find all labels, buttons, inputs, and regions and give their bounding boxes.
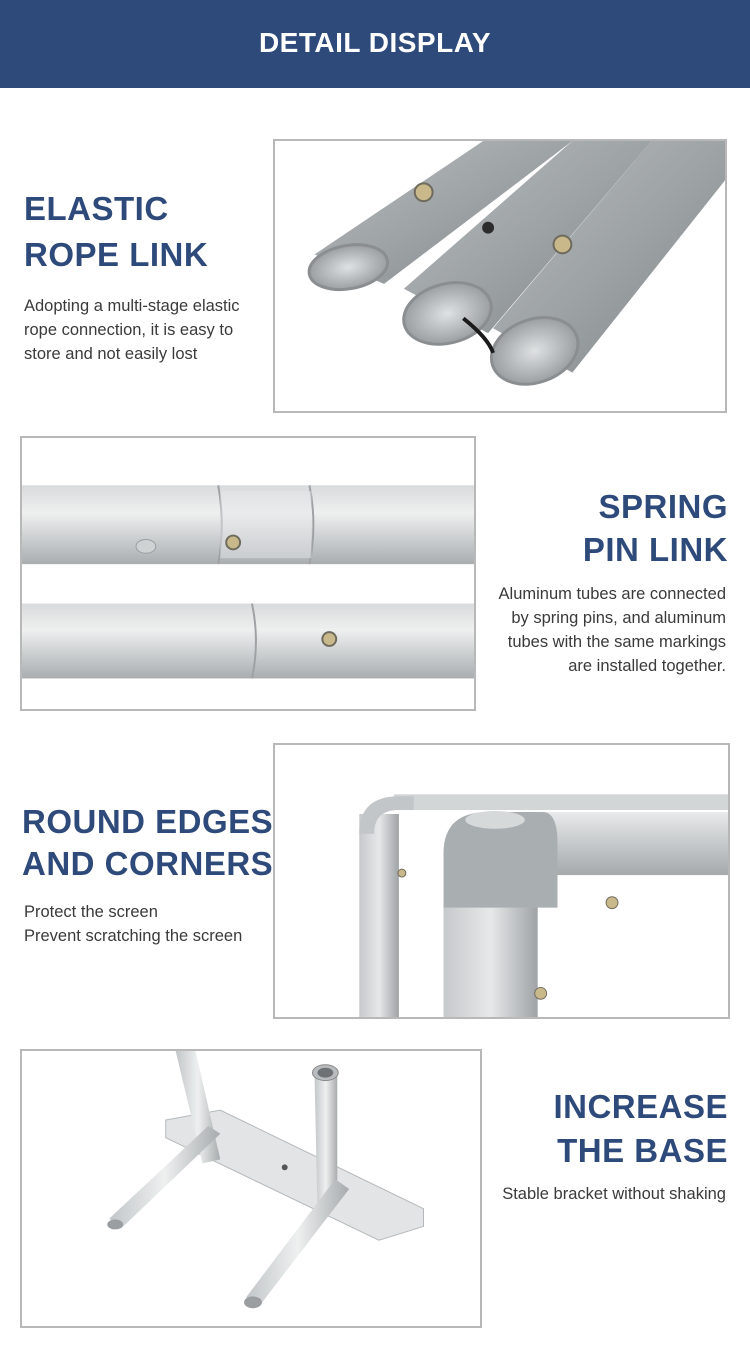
spring-desc-line3: tubes with the same markings [507,633,726,651]
spring-desc-line1: Aluminum tubes are connected [498,585,726,603]
elastic-rope-photo [273,139,727,413]
base-desc-line1: Stable bracket without shaking [502,1185,726,1203]
elastic-description [24,294,274,366]
corners-desc-line1: Protect the screen [24,903,158,921]
elastic-desc-line1: Adopting a multi-stage elastic [24,297,240,315]
round-corner-photo [273,743,730,1019]
page-title: DETAIL DISPLAY [258,27,492,58]
spring-desc-line4: are installed together. [568,657,726,675]
spring-pin-photo [20,436,476,711]
corners-heading-line2: AND CORNERS [22,845,274,882]
spring-description [466,582,726,678]
spring-pin-illustration [22,438,474,709]
elastic-heading-line1: ELASTIC [24,190,169,227]
corners-desc-line2: Prevent scratching the screen [24,927,243,945]
elastic-heading-line2: ROPE LINK [24,236,209,273]
corners-heading-line1: ROUND EDGES [22,803,274,840]
spring-desc-line2: by spring pins, and aluminum [511,609,726,627]
tube-ends-illustration [275,141,725,411]
spring-heading-line1: SPRING [598,488,728,525]
stand-base-illustration [22,1051,480,1326]
base-heading-line2: THE BASE [557,1132,728,1169]
header-banner [0,0,750,88]
corners-description [24,900,274,948]
elastic-desc-line2: rope connection, it is easy to [24,321,234,339]
elastic-desc-line3: store and not easily lost [24,345,198,363]
base-heading-line1: INCREASE [553,1088,728,1125]
base-photo [20,1049,482,1328]
corner-joint-illustration [275,745,728,1017]
base-description [466,1182,726,1206]
spring-heading-line2: PIN LINK [582,531,728,568]
